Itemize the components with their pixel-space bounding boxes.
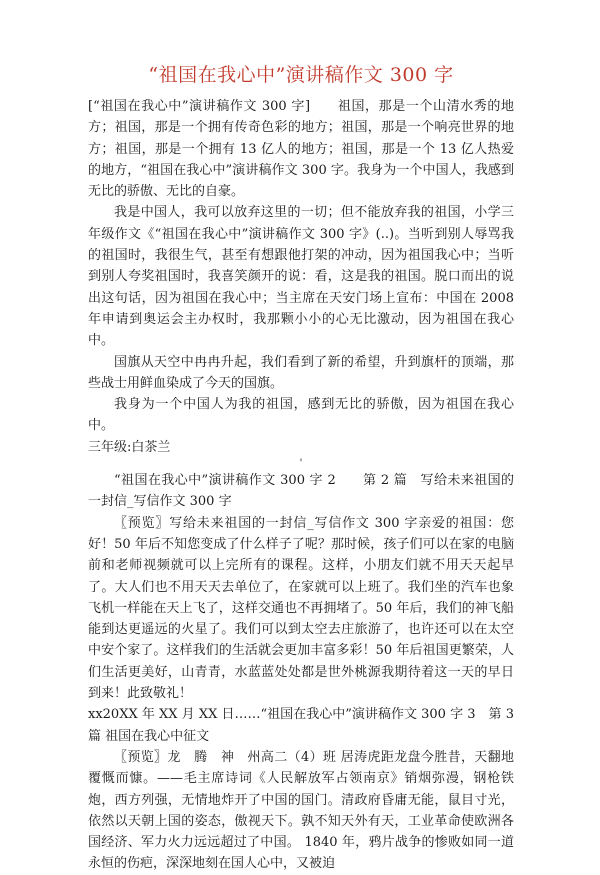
paragraph-flag: 国旗从天空中冉冉升起，我们看到了新的希望，升到旗杆的顶端，那些战士用鲜血染成了今天的国旗。 <box>88 354 514 391</box>
paragraph-intro: [“祖国在我心中”演讲稿作文 300 字] 祖国，那是一个山清水秀的地方；祖国，那是一个拥有传奇色彩的地方；祖国，那是一个响亮世界的地方；祖国，那是一个拥有 13 亿人的地方；祖国，那是一个 13 亿人热爱的地方，“祖国在我心中”演讲稿作文 300 字。我身为一个中国人，我感到无比的骄傲、无比的自豪。 <box>88 99 514 200</box>
article-3-preview: 〖预览〗龙 腾 神 州高二（4）班 居涛虎距龙盘今胜昔，天翻地覆慨而慷。——毛主席诗词《人民解放军占领南京》销烟弥漫，钢枪铁炮，西方列强，无情地炸开了中国的国门。清政府昏庸无能，鼠目寸光，依然以天朝上国的姿态，傲视天下。孰不知天外有天，工业革命使欧洲各国经济、军力火力远远超过了中国。 1840 年，鸦片战争的惨败如同一道永恒的伤疤，深深地刻在国人心中，又被迫 <box>88 749 514 872</box>
article-2-heading: “祖国在我心中”演讲稿作文 300 字 2 第 2 篇 写给未来祖国的一封信_写信作文 300 字 <box>88 473 514 510</box>
paragraph-body: 我是中国人，我可以放弃这里的一切；但不能放弃我的祖国，小学三年级作文《“祖国在我心中”演讲稿作文 300 字》(..)。当听到别人辱骂我的祖国时，我很生气，甚至有想跟他打架的冲动，因为祖国我心中；当听到别人夸奖祖国时，我喜笑颜开的说：看，这是我的祖国。脱口而出的说出这句话，因为祖国在我心中；当主席在天安门场上宣布：中国在 2008 年申请到奥运会主办权时，我那颗小小的心无比激动，因为祖国在我心中。 <box>88 205 514 349</box>
article-2-preview: 〖预览〗写给未来祖国的一封信_写信作文 300 字亲爱的祖国：您好！50 年后不知您变成了什么样子了呢？那时候，孩子们可以在家的电脑前和老师视频就可以上完所有的课程。这样，小朋友们就不用天天起早了。大人们也不用天天去单位了，在家就可以上班了。我们坐的汽车也象飞机一样能在天上飞了，这样交通也不再拥堵了。50 年后，我们的神飞船能到达更遥远的火星了。我们可以到太空去庄旅游了，也许还可以在太空中安个家了。这样我们的生活就会更加丰富多彩！50 年后祖国更繁荣，人们生活更美好，山青青，水蓝蓝处处都是世外桃源我期待着这一天的早日到来！此致敬礼！ <box>88 515 514 702</box>
article-3-heading: xx20XX 年 XX 月 XX 日……“祖国在我心中”演讲稿作文 300 字 3 第 3 篇 祖国在我心中征文 <box>88 707 514 744</box>
page-title: “祖国在我心中”演讲稿作文 300 字 <box>148 64 454 86</box>
paragraph-closing: 我身为一个中国人为我的祖国，感到无比的骄傲，因为祖国在我心中。 <box>88 397 514 434</box>
document-page <box>88 60 514 875</box>
center-mark: ' <box>299 458 303 470</box>
author-line: 三年级:白茶兰 <box>88 439 171 455</box>
